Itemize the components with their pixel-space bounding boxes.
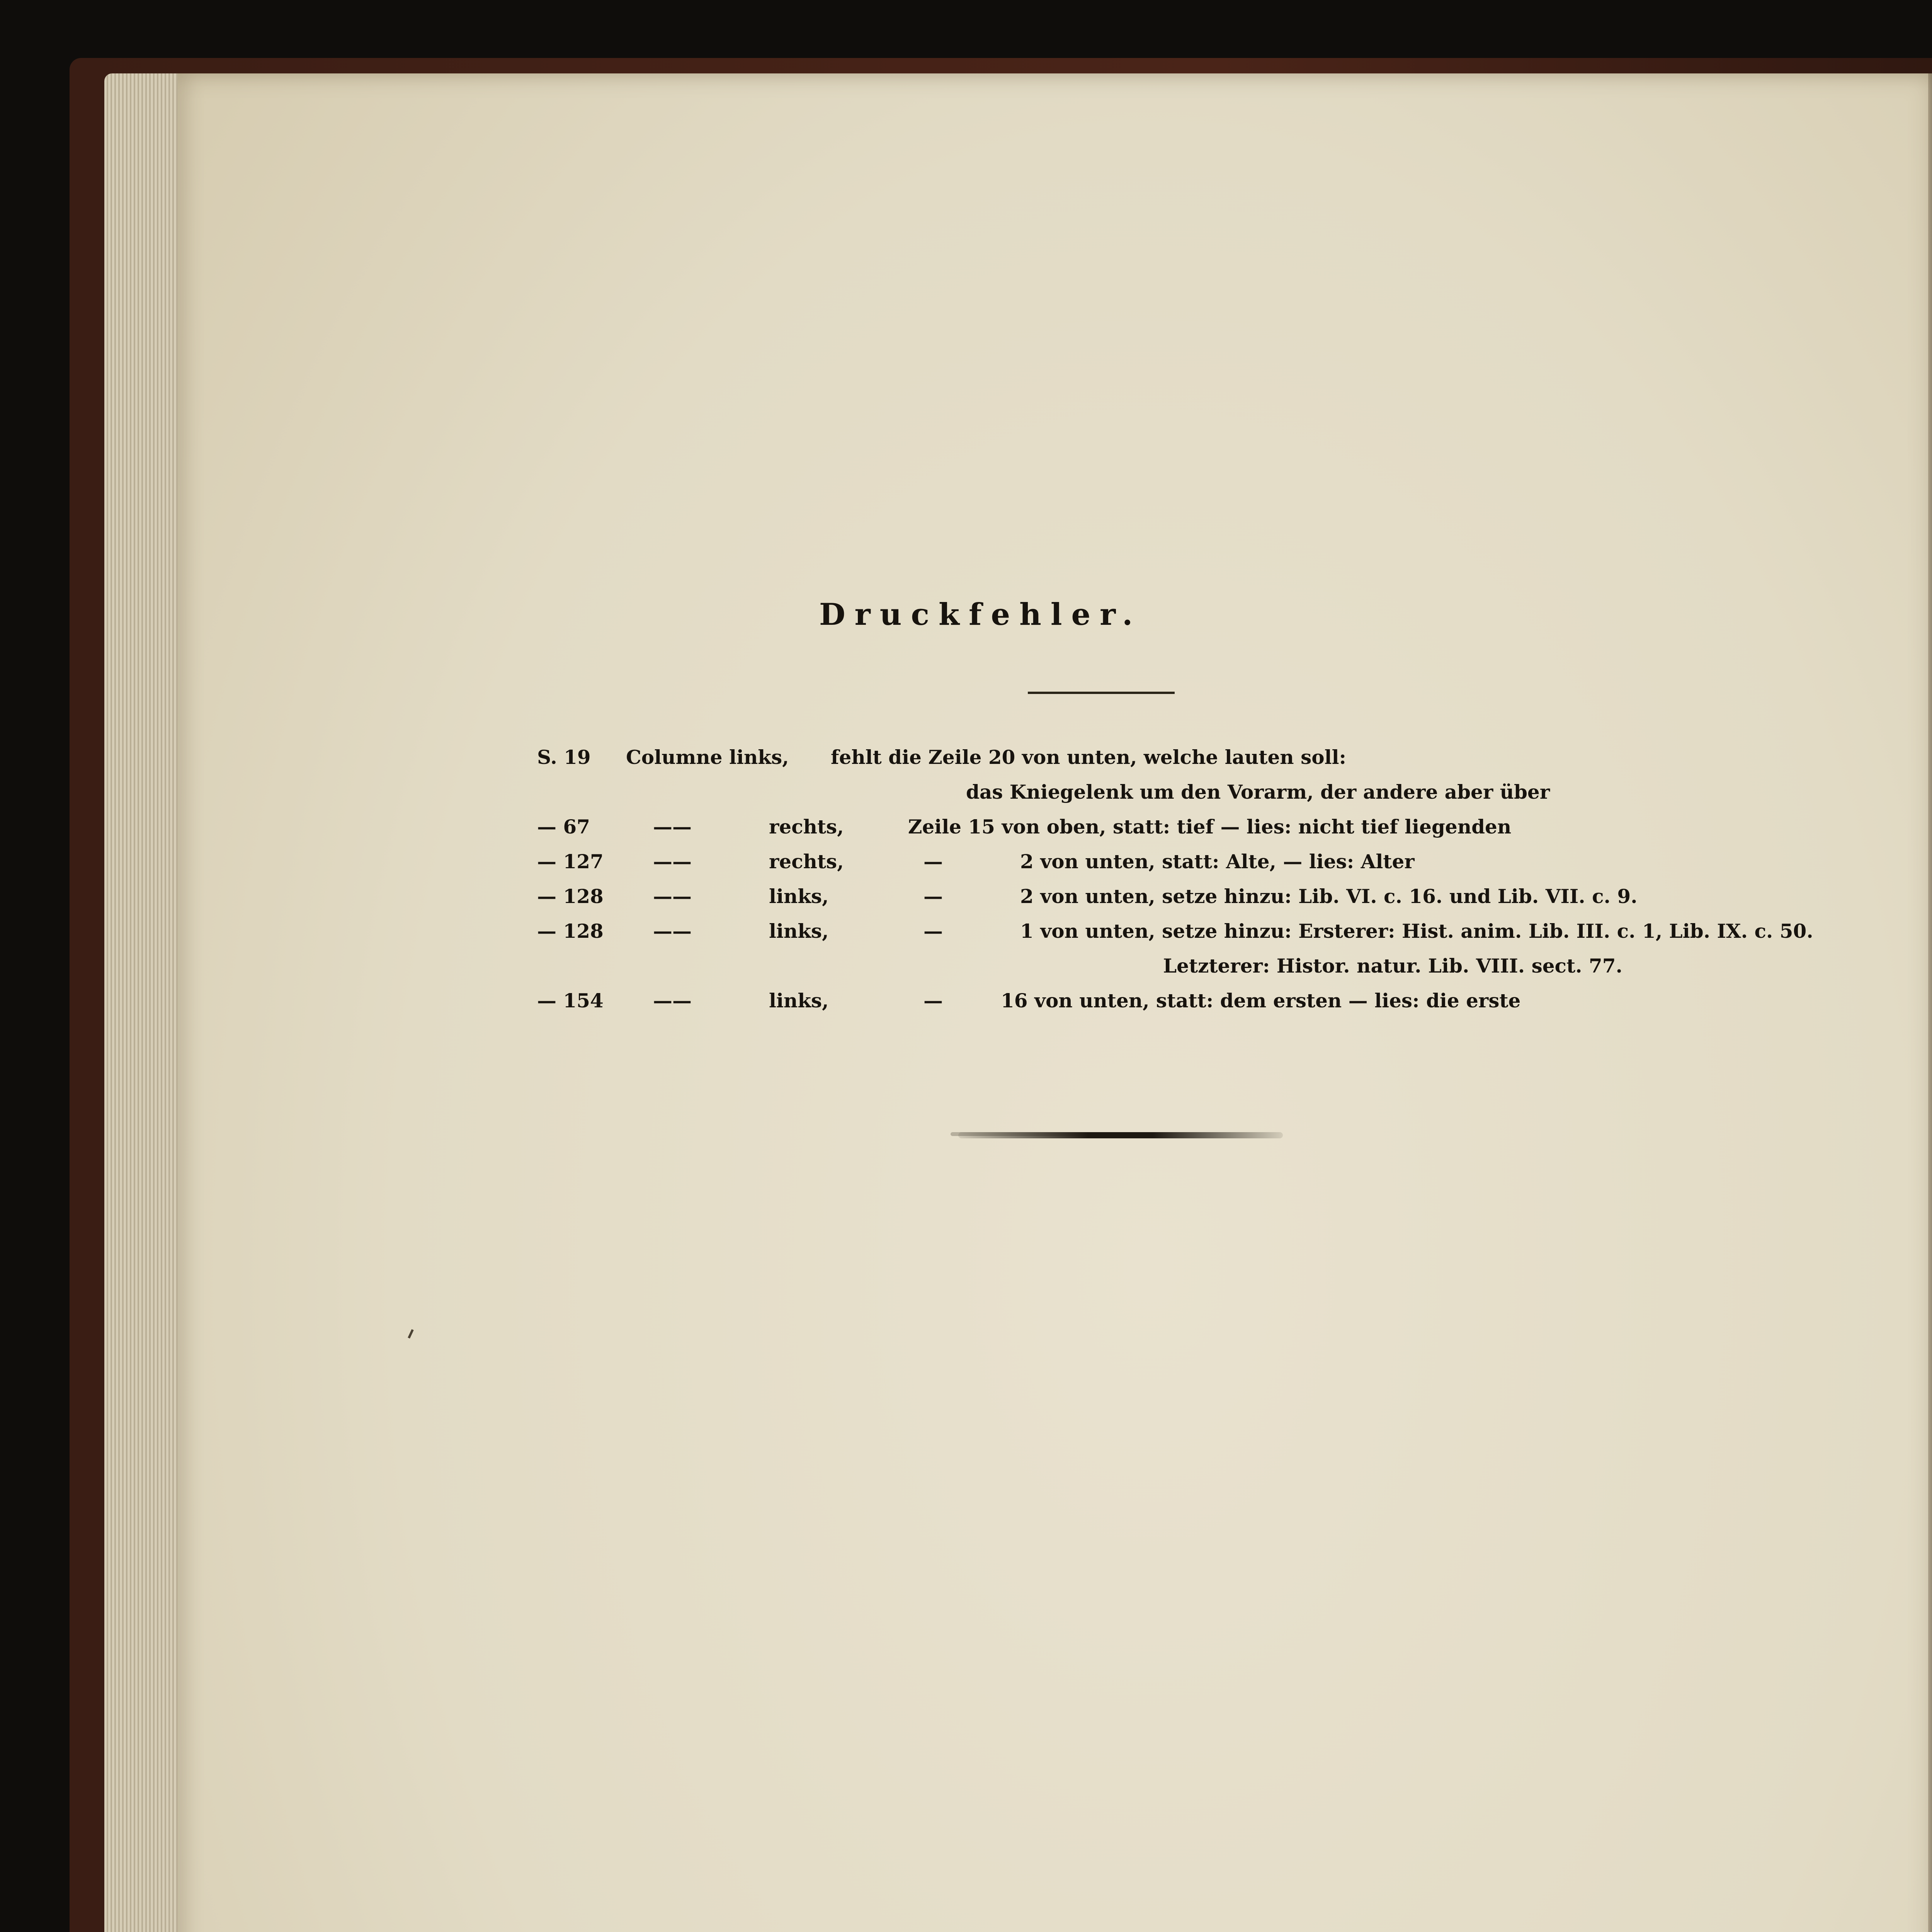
errata-column: rechts, bbox=[769, 850, 844, 873]
errata-ditto: —— bbox=[653, 920, 692, 942]
errata-column: rechts, bbox=[769, 815, 844, 838]
errata-ditto: —— bbox=[653, 815, 692, 838]
ink-speck bbox=[408, 1329, 414, 1338]
errata-page: S. 19 bbox=[537, 746, 591, 769]
errata-page: — 128 bbox=[537, 920, 604, 942]
errata-correction: 1 von unten, setze hinzu: Ersterer: Hist. anim. Lib. III. c. 1, Lib. IX. c. 50. bbox=[1020, 920, 1813, 942]
errata-page: — 127 bbox=[537, 850, 604, 873]
errata-ditto: —— bbox=[653, 850, 692, 873]
errata-column: links, bbox=[769, 885, 829, 908]
errata-correction: 2 von unten, statt: Alte, — lies: Alter bbox=[1020, 850, 1415, 873]
errata-ditto: —— bbox=[653, 885, 692, 908]
errata-page: — 128 bbox=[537, 885, 604, 908]
errata-ditto-dash: — bbox=[923, 885, 943, 908]
errata-correction: Zeile 15 von oben, statt: tief — lies: nicht tief liegenden bbox=[908, 815, 1512, 838]
errata-correction: fehlt die Zeile 20 von unten, welche lauten soll: bbox=[831, 746, 1347, 769]
page-title: Druckfehler. bbox=[819, 597, 1142, 632]
errata-column: Columne links, bbox=[626, 746, 789, 769]
title-rule bbox=[1028, 692, 1175, 694]
closing-rule bbox=[958, 1132, 1283, 1138]
errata-page: — 154 bbox=[537, 989, 604, 1012]
errata-correction: das Kniegelenk um den Vorarm, der andere aber über bbox=[966, 781, 1550, 803]
errata-ditto-dash: — bbox=[923, 850, 943, 873]
errata-correction: 2 von unten, setze hinzu: Lib. VI. c. 16. und Lib. VII. c. 9. bbox=[1020, 885, 1638, 908]
errata-page: — 67 bbox=[537, 815, 590, 838]
errata-ditto: —— bbox=[653, 989, 692, 1012]
errata-correction: Letzterer: Histor. natur. Lib. VIII. sect. 77. bbox=[1163, 954, 1622, 977]
errata-column: links, bbox=[769, 920, 829, 942]
errata-correction: 16 von unten, statt: dem ersten — lies: die erste bbox=[1001, 989, 1521, 1012]
errata-ditto-dash: — bbox=[923, 989, 943, 1012]
errata-column: links, bbox=[769, 989, 829, 1012]
errata-ditto-dash: — bbox=[923, 920, 943, 942]
